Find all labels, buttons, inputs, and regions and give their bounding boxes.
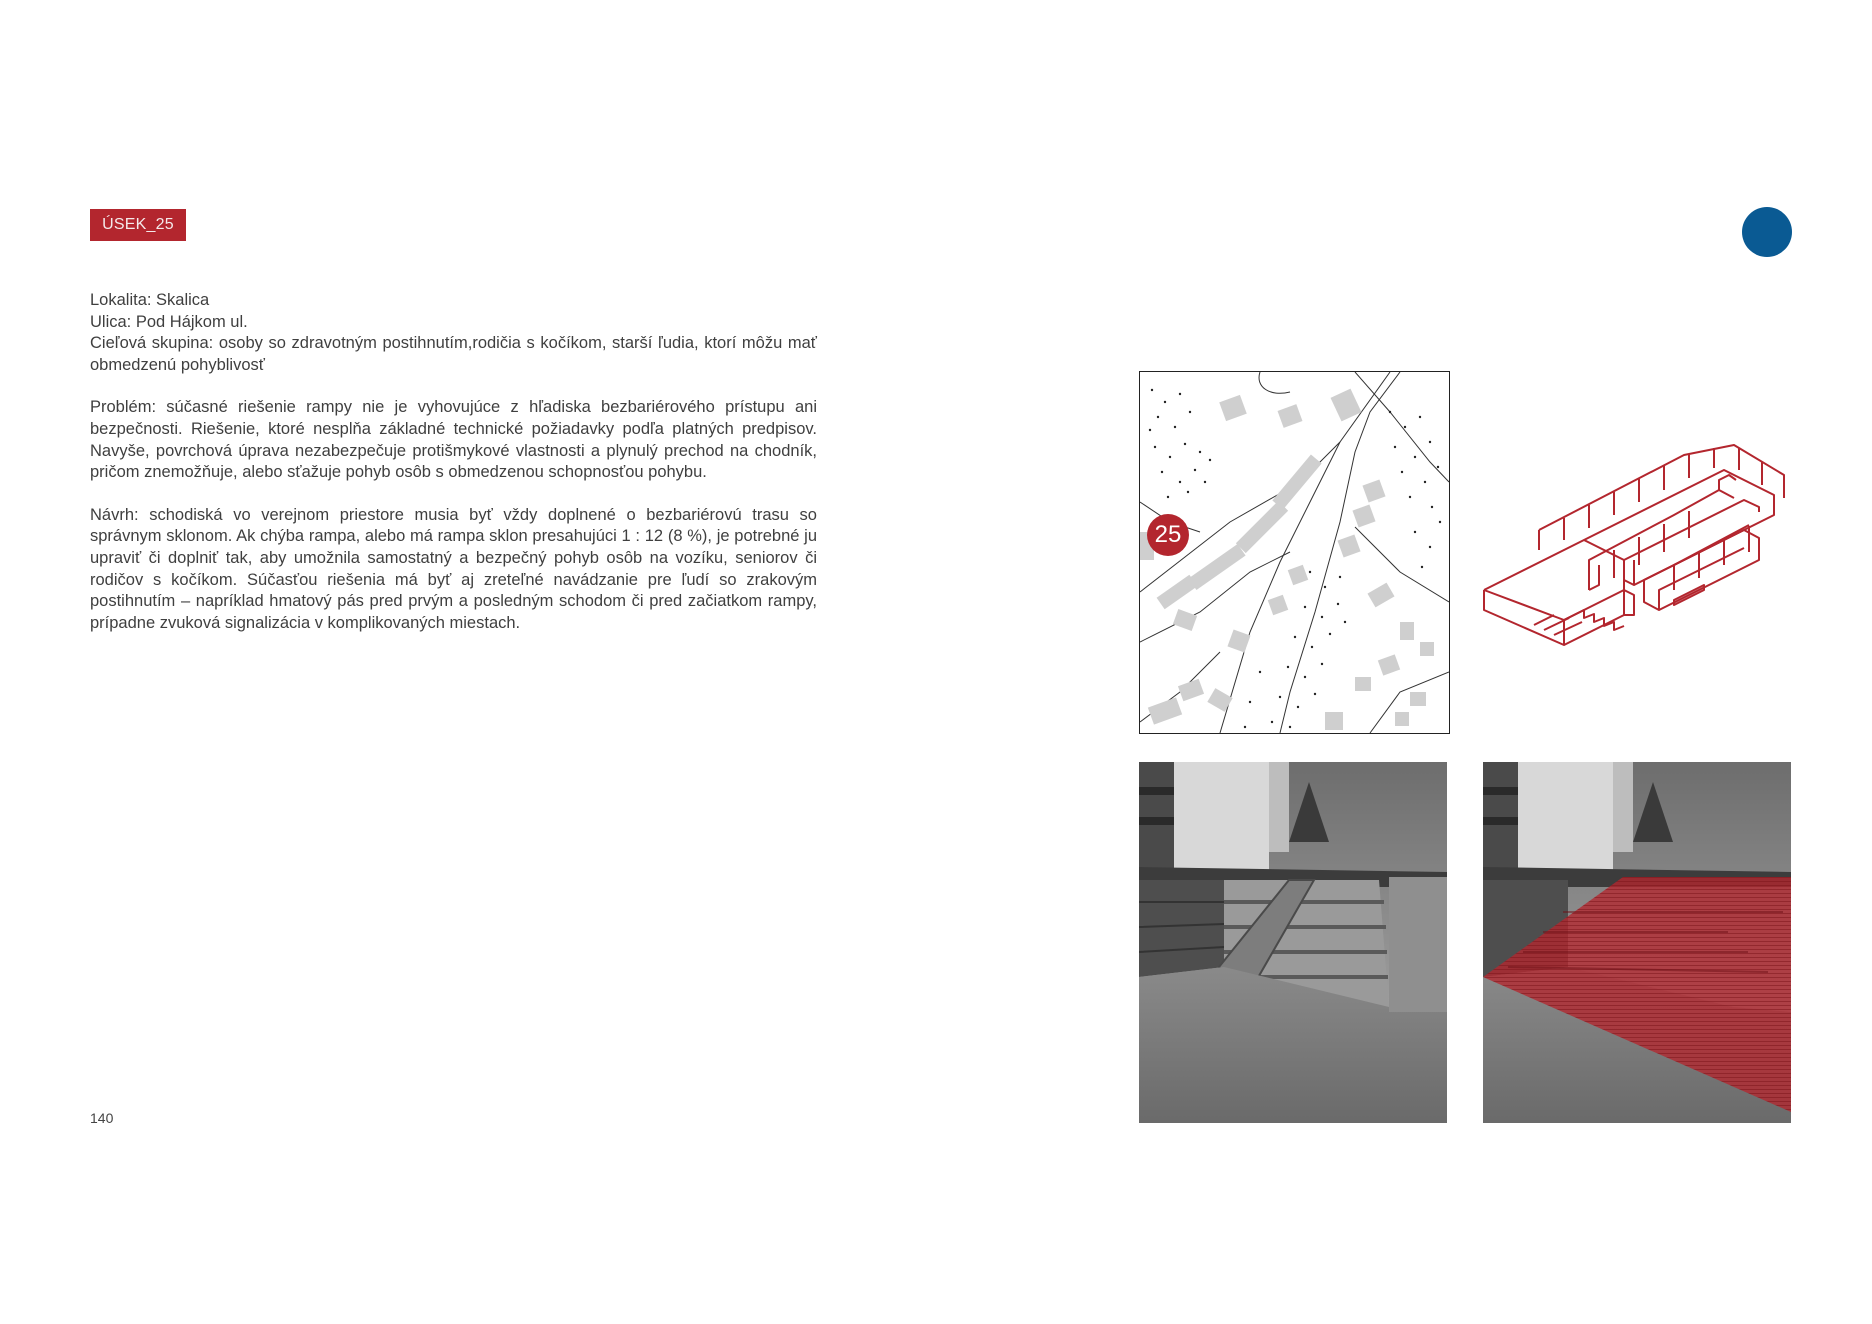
section-text	[90, 290, 817, 634]
ramp-axonometric-drawing	[1474, 440, 1814, 680]
chapter-marker-dot	[1742, 207, 1792, 257]
proposal-paragraph: Návrh: schodiská vo verejnom priestore musia byť vždy doplnené o bezbariérovú trasu so správnym sklonom. Ak chýba rampa, alebo má rampa sklon presahujúci 1 : 12 (8 %), je potrebné ju upraviť či doplniť tak, aby umožnila samostatný a bezpečný pohyb osôb na vozíku, seniorov či rodičov s kočíkom. Súčasťou riešenia má byť aj zreteľné navádzanie pre ľudí so zrakovým postihnutím – napríklad hmatový pás pred prvým a posledným schodom či pred začiatkom rampy, prípadne zvuková signalizácia v komplikovaných miestach.	[90, 505, 817, 632]
location-map	[1139, 371, 1450, 734]
page-number: 140	[90, 1110, 114, 1126]
proposal-overlay-photo	[1483, 762, 1791, 1123]
map-location-marker	[1147, 514, 1189, 556]
location-line: Lokalita: Skalica	[90, 291, 210, 309]
target-group-line: Cieľová skupina: osoby so zdravotným postihnutím,rodičia s kočíkom, starší ľudia, ktorí môžu mať obmedzenú pohyblivosť	[90, 334, 817, 374]
section-tag: ÚSEK_25	[90, 209, 186, 241]
map-marker-label: 25	[1154, 521, 1182, 548]
current-state-photo	[1139, 762, 1447, 1123]
problem-paragraph: Problém: súčasné riešenie rampy nie je vyhovujúce z hľadiska bezbariérového prístupu ani bezpečnosti. Riešenie, ktoré nesplňa základné technické požiadavky podľa platných predpisov. Navyše, povrchová úprava nezabezpečuje protišmykové vlastnosti a plynulý prechod na chodník, pričom znemožňuje, alebo sťažuje pohyb osôb s obmedzenou schopnosťou pohybu.	[90, 398, 817, 482]
street-line: Ulica: Pod Hájkom ul.	[90, 312, 248, 331]
